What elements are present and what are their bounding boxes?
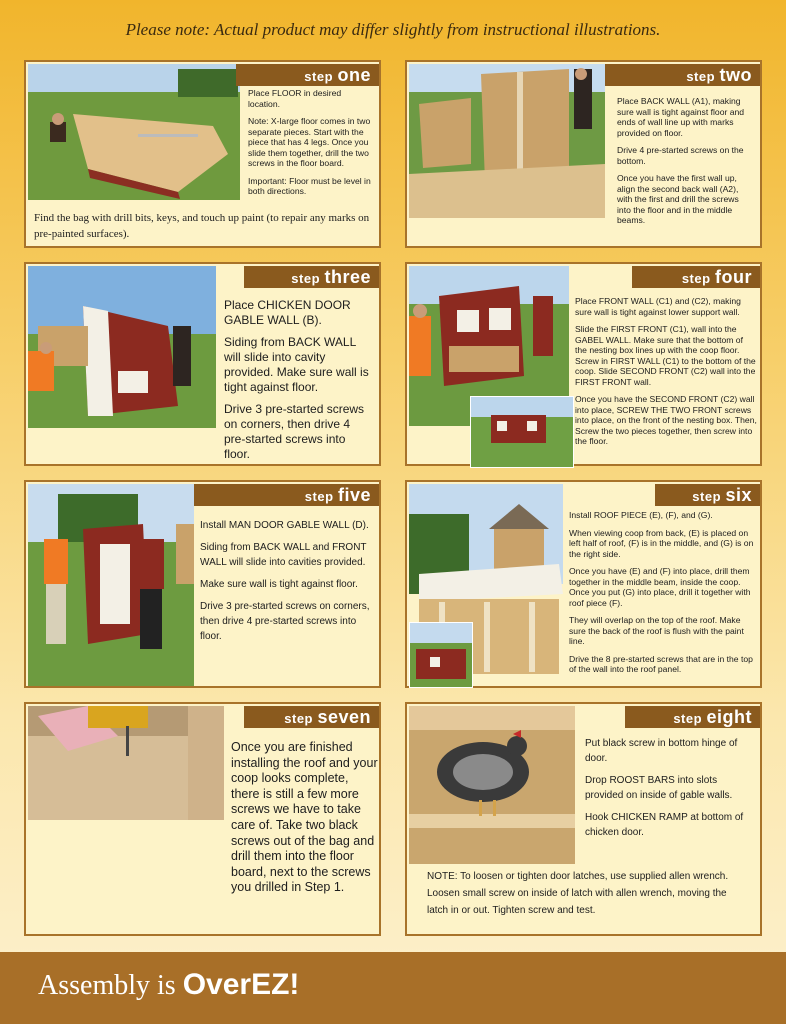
step-one-panel (24, 60, 381, 248)
step-five-panel (24, 480, 381, 688)
step-eight-photo (409, 706, 575, 864)
step-three-title: step three (244, 266, 379, 288)
step-two-title: step two (605, 64, 760, 86)
footer-banner (0, 952, 786, 1024)
step-four-panel (405, 262, 762, 466)
step-seven-panel (24, 702, 381, 936)
step-two-panel (405, 60, 762, 248)
step-one-photo (28, 64, 240, 200)
step-three-photo (28, 266, 216, 428)
footer-brand: OverEZ! (182, 968, 300, 1001)
footer-slogan-part1: Assembly is (38, 970, 183, 1001)
step-one-extra: Find the bag with drill bits, keys, and touch up paint (to repair any marks on pre-painted surfaces). (34, 212, 370, 240)
step-seven-text: Once you are finished installing the roof and your coop looks complete, there is still a few more screws we have to take care of. Take two black screws out of the bag and drill them into the floor board, next to the screws you drilled in Step 1. (231, 740, 378, 895)
step-six-title: step six (655, 484, 760, 506)
step-six-inset-photo (409, 622, 473, 688)
step-two-photo (409, 64, 605, 218)
step-seven-title: step seven (244, 706, 379, 728)
step-eight-text: Put black screw in bottom hinge of door. Drop ROOST BARS into slots provided on inside of gable walls. Hook CHICKEN RAMP at bottom of chicken door. (585, 738, 744, 838)
step-three-text: Place CHICKEN DOOR GABLE WALL (B). Siding from BACK WALL will slide into cavity provided. Make sure wall is tight against floor. Drive 3 pre-started screws on corners, then drive 4 pre-started screws into floor. (224, 298, 369, 461)
header-note: Please note: Actual product may differ slightly from instructional illustrations. (125, 20, 661, 39)
step-one-title: step one (236, 64, 379, 86)
step-eight-title: step eight (625, 706, 760, 728)
footer-slogan (38, 968, 299, 1002)
step-one-text: Place FLOOR in desired location. Note: X-large floor comes in two separate pieces. Start with the piece that has 4 legs. Once you slide them together, drill the two screws in the floor board. Important: Floor must be level in both directions. (248, 88, 371, 196)
step-four-inset-photo (470, 396, 574, 468)
step-six-panel (405, 480, 762, 688)
step-five-title: step five (194, 484, 379, 506)
step-six-text: Install ROOF PIECE (E), (F), and (G). When viewing coop from back, (E) is placed on left half of roof, (F) is in the middle, and (G) is on the right side. Once you have (E) and (F) into place, drill them together in the middle beam, inside the coop. Once you put (G) into place, drill it together with roof piece (F). They will overlap on the top of the roof. Make sure the back of the roof is flush with the paint line. Drive the 8 pre-started screws that are in the top of the wall into the roof panel. (569, 510, 754, 674)
step-eight-panel (405, 702, 762, 936)
step-two-text: Place BACK WALL (A1), making sure wall is tight against floor and ends of wall line up with marks provided on floor. Drive 4 pre-started screws on the bottom. Once you have the first wall up, align the second back wall (A2), with the first and drill the screws into the floor and in the middle beams. (617, 96, 745, 225)
step-four-text: Place FRONT WALL (C1) and (C2), making sure wall is tight against lower support wall. Slide the FIRST FRONT (C1), wall into the GABEL WALL. Make sure that the bottom of the nesting box lines up with the coop floor. Screw in FIRST WALL (C1) to the bottom of the coop. Slide SECOND FRONT (C2) wall into the FIRST FRONT wall. Once you have the SECOND FRONT (C2) wall into place, SCREW THE TWO FRONT screws into place, on the front of the nesting box. Then, Screw the two pieces together, then screw into the floor. (575, 296, 757, 446)
step-five-photo (28, 484, 194, 686)
step-seven-photo (28, 706, 224, 820)
step-five-text: Install MAN DOOR GABLE WALL (D). Siding from BACK WALL and FRONT WALL will slide into cavities provided. Make sure wall is tight against floor. Drive 3 pre-started screws on corners, then drive 4 pre-started screws into floor. (200, 520, 370, 642)
step-eight-note: NOTE: To loosen or tighten door latches, use supplied allen wrench. Loosen small screw on inside of latch with allen wrench, moving the latch in or out. Tighten screw and test. (427, 871, 729, 916)
step-three-panel (24, 262, 381, 466)
step-four-title: step four (632, 266, 760, 288)
